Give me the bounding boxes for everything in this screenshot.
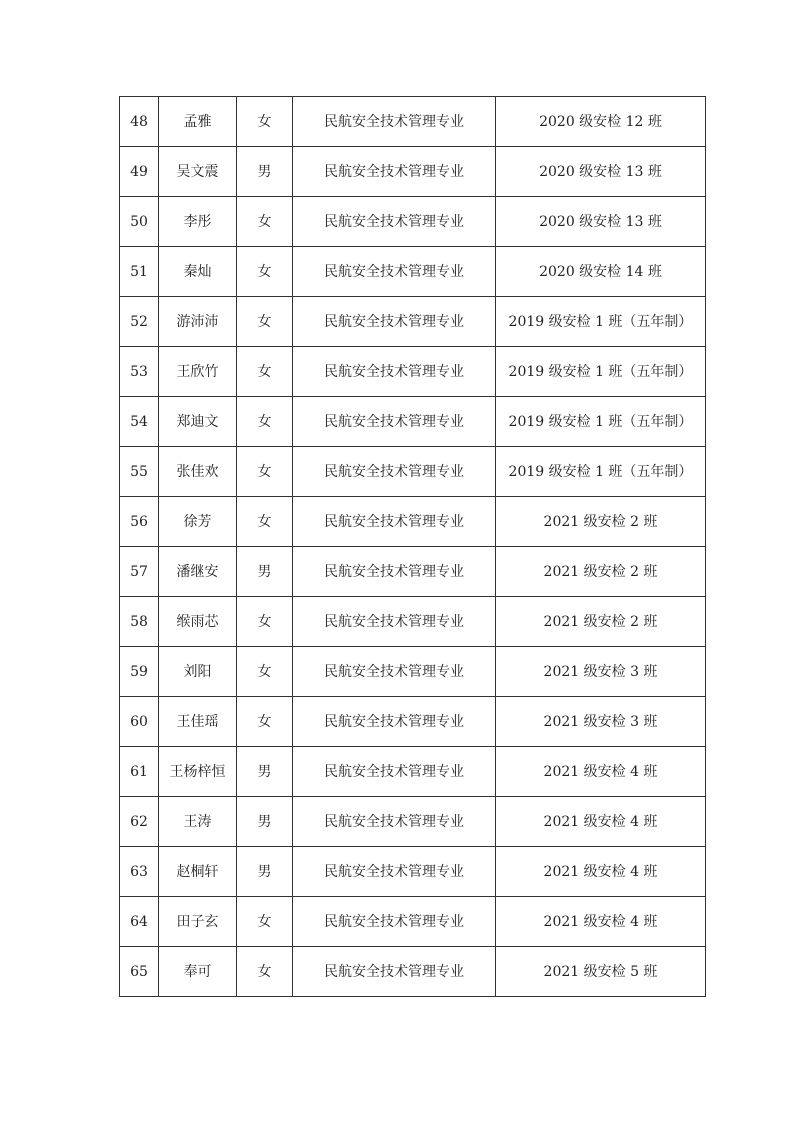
table-row bbox=[120, 747, 706, 797]
gender-cell: 女 bbox=[237, 647, 293, 697]
row-number-cell: 52 bbox=[120, 297, 159, 347]
table-row bbox=[120, 147, 706, 197]
table-row bbox=[120, 397, 706, 447]
gender-cell: 女 bbox=[237, 347, 293, 397]
major-cell: 民航安全技术管理专业 bbox=[293, 747, 496, 797]
gender-cell: 男 bbox=[237, 847, 293, 897]
class-cell: 2021 级安检 4 班 bbox=[496, 747, 706, 797]
major-cell: 民航安全技术管理专业 bbox=[293, 697, 496, 747]
row-number-cell: 51 bbox=[120, 247, 159, 297]
class-cell: 2021 级安检 2 班 bbox=[496, 497, 706, 547]
table-row bbox=[120, 647, 706, 697]
major-cell: 民航安全技术管理专业 bbox=[293, 897, 496, 947]
row-number-cell: 54 bbox=[120, 397, 159, 447]
major-cell: 民航安全技术管理专业 bbox=[293, 97, 496, 147]
gender-cell: 女 bbox=[237, 897, 293, 947]
class-cell: 2020 级安检 13 班 bbox=[496, 147, 706, 197]
row-number-cell: 56 bbox=[120, 497, 159, 547]
major-cell: 民航安全技术管理专业 bbox=[293, 447, 496, 497]
gender-cell: 女 bbox=[237, 597, 293, 647]
row-number-cell: 60 bbox=[120, 697, 159, 747]
table-row bbox=[120, 447, 706, 497]
gender-cell: 男 bbox=[237, 747, 293, 797]
major-cell: 民航安全技术管理专业 bbox=[293, 397, 496, 447]
class-cell: 2021 级安检 4 班 bbox=[496, 897, 706, 947]
class-cell: 2019 级安检 1 班（五年制） bbox=[496, 347, 706, 397]
major-cell: 民航安全技术管理专业 bbox=[293, 947, 496, 997]
row-number-cell: 65 bbox=[120, 947, 159, 997]
gender-cell: 女 bbox=[237, 447, 293, 497]
major-cell: 民航安全技术管理专业 bbox=[293, 347, 496, 397]
major-cell: 民航安全技术管理专业 bbox=[293, 647, 496, 697]
gender-cell: 男 bbox=[237, 797, 293, 847]
table-row bbox=[120, 797, 706, 847]
gender-cell: 女 bbox=[237, 947, 293, 997]
gender-cell: 女 bbox=[237, 697, 293, 747]
student-name-cell: 秦灿 bbox=[159, 247, 237, 297]
major-cell: 民航安全技术管理专业 bbox=[293, 247, 496, 297]
class-cell: 2021 级安检 3 班 bbox=[496, 697, 706, 747]
major-cell: 民航安全技术管理专业 bbox=[293, 597, 496, 647]
student-name-cell: 潘继安 bbox=[159, 547, 237, 597]
gender-cell: 男 bbox=[237, 147, 293, 197]
major-cell: 民航安全技术管理专业 bbox=[293, 797, 496, 847]
major-cell: 民航安全技术管理专业 bbox=[293, 147, 496, 197]
table-row bbox=[120, 897, 706, 947]
student-name-cell: 游沛沛 bbox=[159, 297, 237, 347]
major-cell: 民航安全技术管理专业 bbox=[293, 547, 496, 597]
row-number-cell: 57 bbox=[120, 547, 159, 597]
table-row bbox=[120, 947, 706, 997]
student-name-cell: 田子玄 bbox=[159, 897, 237, 947]
row-number-cell: 50 bbox=[120, 197, 159, 247]
class-cell: 2020 级安检 14 班 bbox=[496, 247, 706, 297]
row-number-cell: 62 bbox=[120, 797, 159, 847]
major-cell: 民航安全技术管理专业 bbox=[293, 297, 496, 347]
gender-cell: 男 bbox=[237, 547, 293, 597]
table-row bbox=[120, 697, 706, 747]
gender-cell: 女 bbox=[237, 97, 293, 147]
table-row bbox=[120, 247, 706, 297]
table-row bbox=[120, 97, 706, 147]
student-name-cell: 赵桐轩 bbox=[159, 847, 237, 897]
row-number-cell: 49 bbox=[120, 147, 159, 197]
class-cell: 2021 级安检 4 班 bbox=[496, 797, 706, 847]
student-name-cell: 张佳欢 bbox=[159, 447, 237, 497]
major-cell: 民航安全技术管理专业 bbox=[293, 197, 496, 247]
table-row bbox=[120, 347, 706, 397]
row-number-cell: 58 bbox=[120, 597, 159, 647]
row-number-cell: 59 bbox=[120, 647, 159, 697]
student-name-cell: 徐芳 bbox=[159, 497, 237, 547]
major-cell: 民航安全技术管理专业 bbox=[293, 847, 496, 897]
row-number-cell: 61 bbox=[120, 747, 159, 797]
class-cell: 2019 级安检 1 班（五年制） bbox=[496, 447, 706, 497]
table-row bbox=[120, 847, 706, 897]
student-name-cell: 李彤 bbox=[159, 197, 237, 247]
gender-cell: 女 bbox=[237, 247, 293, 297]
gender-cell: 女 bbox=[237, 497, 293, 547]
class-cell: 2021 级安检 3 班 bbox=[496, 647, 706, 697]
class-cell: 2020 级安检 12 班 bbox=[496, 97, 706, 147]
student-name-cell: 郑迪文 bbox=[159, 397, 237, 447]
student-list-table bbox=[119, 96, 706, 997]
student-name-cell: 王欣竹 bbox=[159, 347, 237, 397]
student-name-cell: 刘阳 bbox=[159, 647, 237, 697]
student-name-cell: 王佳瑶 bbox=[159, 697, 237, 747]
table-row bbox=[120, 547, 706, 597]
table-row bbox=[120, 497, 706, 547]
class-cell: 2021 级安检 5 班 bbox=[496, 947, 706, 997]
student-name-cell: 孟雅 bbox=[159, 97, 237, 147]
row-number-cell: 55 bbox=[120, 447, 159, 497]
student-name-cell: 吴文震 bbox=[159, 147, 237, 197]
row-number-cell: 53 bbox=[120, 347, 159, 397]
class-cell: 2020 级安检 13 班 bbox=[496, 197, 706, 247]
table-body bbox=[120, 97, 706, 997]
student-name-cell: 王涛 bbox=[159, 797, 237, 847]
major-cell: 民航安全技术管理专业 bbox=[293, 497, 496, 547]
student-name-cell: 缑雨芯 bbox=[159, 597, 237, 647]
gender-cell: 女 bbox=[237, 397, 293, 447]
class-cell: 2021 级安检 2 班 bbox=[496, 547, 706, 597]
student-name-cell: 奉可 bbox=[159, 947, 237, 997]
table-row bbox=[120, 597, 706, 647]
gender-cell: 女 bbox=[237, 197, 293, 247]
table-row bbox=[120, 297, 706, 347]
row-number-cell: 48 bbox=[120, 97, 159, 147]
class-cell: 2021 级安检 4 班 bbox=[496, 847, 706, 897]
class-cell: 2019 级安检 1 班（五年制） bbox=[496, 297, 706, 347]
row-number-cell: 63 bbox=[120, 847, 159, 897]
gender-cell: 女 bbox=[237, 297, 293, 347]
row-number-cell: 64 bbox=[120, 897, 159, 947]
class-cell: 2019 级安检 1 班（五年制） bbox=[496, 397, 706, 447]
student-name-cell: 王杨梓恒 bbox=[159, 747, 237, 797]
class-cell: 2021 级安检 2 班 bbox=[496, 597, 706, 647]
table-row bbox=[120, 197, 706, 247]
